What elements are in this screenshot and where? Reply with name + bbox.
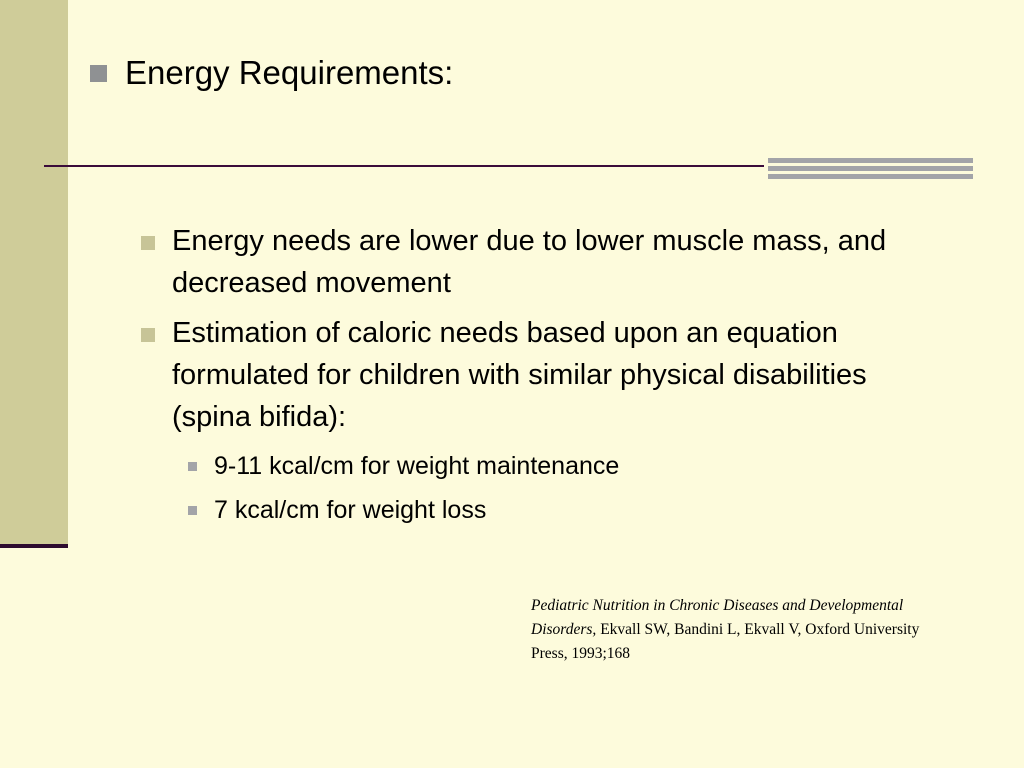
left-side-bar — [0, 0, 68, 548]
bullet-list — [141, 220, 941, 534]
bullet-item — [141, 220, 941, 304]
bullet-text: Energy needs are lower due to lower muscle mass, and decreased movement — [172, 225, 887, 299]
bullet-square-icon — [141, 328, 155, 342]
title-text: Energy Requirements: — [125, 54, 454, 91]
citation-details: Ekvall SW, Bandini L, Ekvall V, Oxford University Press, 1993;168 — [531, 621, 920, 662]
sub-bullet-square-icon — [188, 462, 197, 471]
sub-bullet-text: 7 kcal/cm for weight loss — [214, 496, 487, 524]
bullet-item — [141, 312, 941, 438]
bullet-square-icon — [141, 236, 155, 250]
slide-title — [90, 53, 453, 93]
citation — [531, 594, 951, 666]
sub-bullet-item — [188, 446, 941, 486]
sub-bullet-square-icon — [188, 506, 197, 515]
side-bar-underline — [0, 544, 68, 548]
title-divider-line — [44, 165, 764, 167]
sub-bullet-item — [188, 490, 941, 530]
bullet-text: Estimation of caloric needs based upon an equation formulated for children with similar physical disabilities (spina bifida): — [172, 317, 867, 433]
sub-bullet-text: 9-11 kcal/cm for weight maintenance — [214, 452, 620, 480]
title-bullet-icon — [90, 65, 107, 82]
citation-title: Pediatric Nutrition in Chronic Diseases and Developmental Disorders, — [531, 597, 904, 638]
title-divider-stripes — [768, 158, 973, 179]
